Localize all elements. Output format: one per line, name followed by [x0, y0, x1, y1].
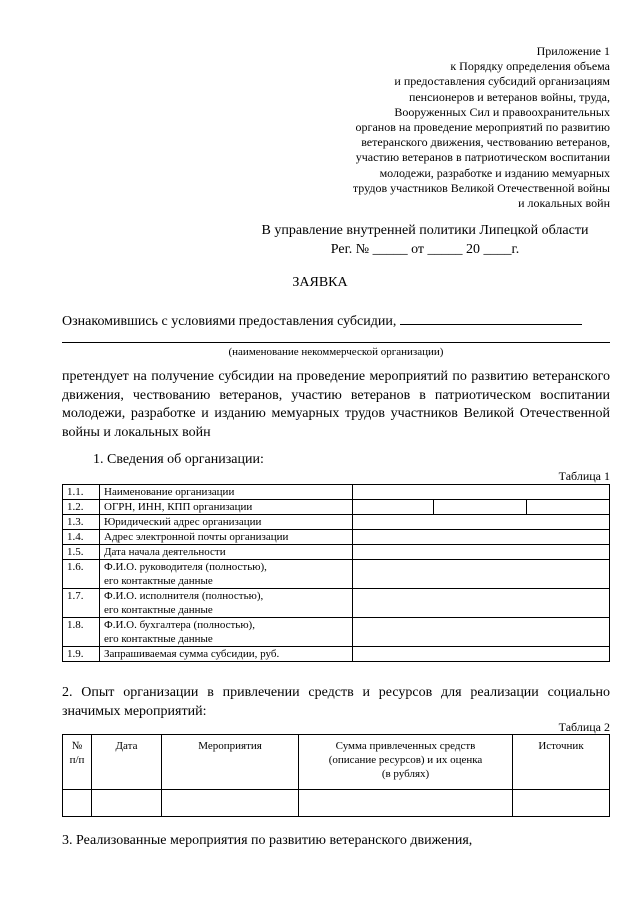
appendix-line: Приложение 1 [536, 44, 610, 58]
claim-paragraph: претендует на получение субсидии на проведение мероприятий по развитию ветеранского движения, чествованию ветеранов, участию ветеранов в патриотическом воспитании молодежи, разработке и изданию мемуарных трудов участников Великой Отечественной войны и локальных войн [62, 369, 610, 440]
inn-cell[interactable] [434, 500, 527, 515]
value-cell[interactable] [353, 485, 610, 500]
table-row [63, 589, 610, 618]
table-1-caption: Таблица 1 [558, 469, 610, 483]
appendix-line: и предоставления субсидий организациям [394, 74, 610, 89]
row-number: 1.4. [63, 530, 100, 545]
value-cell[interactable] [353, 545, 610, 560]
row-label: Адрес электронной почты организации [100, 530, 353, 545]
section-2-title: 2. Опыт организации в привлечении средств и ресурсов для реализации социально значимых мероприятий: [62, 685, 610, 719]
appendix-line: органов на проведение мероприятий по развитию [355, 120, 610, 135]
appendix-line: трудов участников Великой Отечественной войны [352, 180, 610, 195]
row-label: Дата начала деятельности [100, 545, 353, 560]
document-title: ЗАЯВКА [292, 275, 348, 290]
row-label: ОГРН, ИНН, КПП организации [100, 500, 353, 515]
addressee-line: В управление внутренней политики Липецкой области [261, 223, 589, 238]
table-2-caption: Таблица 2 [558, 720, 610, 734]
org-name-rule[interactable] [62, 342, 610, 343]
table-row [63, 545, 610, 560]
row-number: 1.7. [63, 589, 100, 618]
col-header-num: № п/п [63, 735, 92, 790]
table-cell[interactable] [63, 790, 92, 817]
appendix-line: молодежи, разработке и изданию мемуарных [379, 165, 610, 180]
addressee-block [230, 221, 620, 259]
organization-info-table [62, 484, 610, 662]
row-number: 1.6. [63, 560, 100, 589]
row-label-line: его контактные данные [104, 633, 213, 645]
value-cell[interactable] [353, 647, 610, 662]
appendix-block [280, 44, 610, 211]
row-label: Юридический адрес организации [100, 515, 353, 530]
funding-experience-table [62, 734, 610, 817]
row-number: 1.1. [63, 485, 100, 500]
table-row [63, 485, 610, 500]
row-number: 1.8. [63, 618, 100, 647]
row-number: 1.2. [63, 500, 100, 515]
row-label-line: Ф.И.О. исполнителя (полностью), [104, 590, 264, 602]
table-cell[interactable] [299, 790, 513, 817]
row-label-line: Ф.И.О. бухгалтера (полностью), [104, 619, 255, 631]
appendix-line: Вооруженных Сил и правоохранительных [394, 104, 610, 119]
table-cell[interactable] [513, 790, 610, 817]
ogrn-cell[interactable] [353, 500, 434, 515]
row-label-line: его контактные данные [104, 604, 213, 616]
appendix-line: пенсионеров и ветеранов войны, труда, [408, 89, 610, 104]
table-row [63, 618, 610, 647]
row-label [100, 618, 353, 647]
row-label-line: Ф.И.О. руководителя (полностью), [104, 561, 267, 573]
kpp-cell[interactable] [527, 500, 610, 515]
org-name-caption: (наименование некоммерческой организации) [228, 346, 444, 358]
table-row [63, 647, 610, 662]
row-number: 1.3. [63, 515, 100, 530]
table-header-row [63, 735, 610, 790]
table-row [63, 790, 610, 817]
row-label [100, 560, 353, 589]
section-3-title: 3. Реализованные мероприятия по развитию ветеранского движения, [62, 833, 473, 848]
table-row [63, 560, 610, 589]
table-cell[interactable] [92, 790, 162, 817]
table-row [63, 500, 610, 515]
appendix-line: ветеранского движения, чествованию ветеранов, [361, 135, 610, 150]
registration-line: Рег. № _____ от _____ 20 ____г. [330, 242, 520, 257]
table-cell[interactable] [162, 790, 299, 817]
row-label-line: его контактные данные [104, 575, 213, 587]
intro-line [62, 311, 582, 330]
value-cell[interactable] [353, 530, 610, 545]
row-number: 1.5. [63, 545, 100, 560]
col-header-event: Мероприятия [162, 735, 299, 790]
row-number: 1.9. [63, 647, 100, 662]
intro-text: Ознакомившись с условиями предоставления субсидии, [62, 314, 397, 329]
table-row [63, 530, 610, 545]
row-label: Запрашиваемая сумма субсидии, руб. [100, 647, 353, 662]
appendix-line: участию ветеранов в патриотическом воспитании [355, 150, 610, 165]
value-cell[interactable] [353, 618, 610, 647]
appendix-line: к Порядку определения объема [450, 59, 610, 74]
appendix-line: и локальных войн [518, 196, 610, 211]
col-header-source: Источник [513, 735, 610, 790]
row-label: Наименование организации [100, 485, 353, 500]
section-1-title: 1. Сведения об организации: [93, 452, 264, 467]
value-cell[interactable] [353, 589, 610, 618]
col-header-sum: Сумма привлеченных средств (описание ресурсов) и их оценка (в рублях) [299, 735, 513, 790]
col-header-date: Дата [92, 735, 162, 790]
table-row [63, 515, 610, 530]
row-label [100, 589, 353, 618]
org-name-blank[interactable] [400, 311, 582, 325]
value-cell[interactable] [353, 515, 610, 530]
value-cell[interactable] [353, 560, 610, 589]
